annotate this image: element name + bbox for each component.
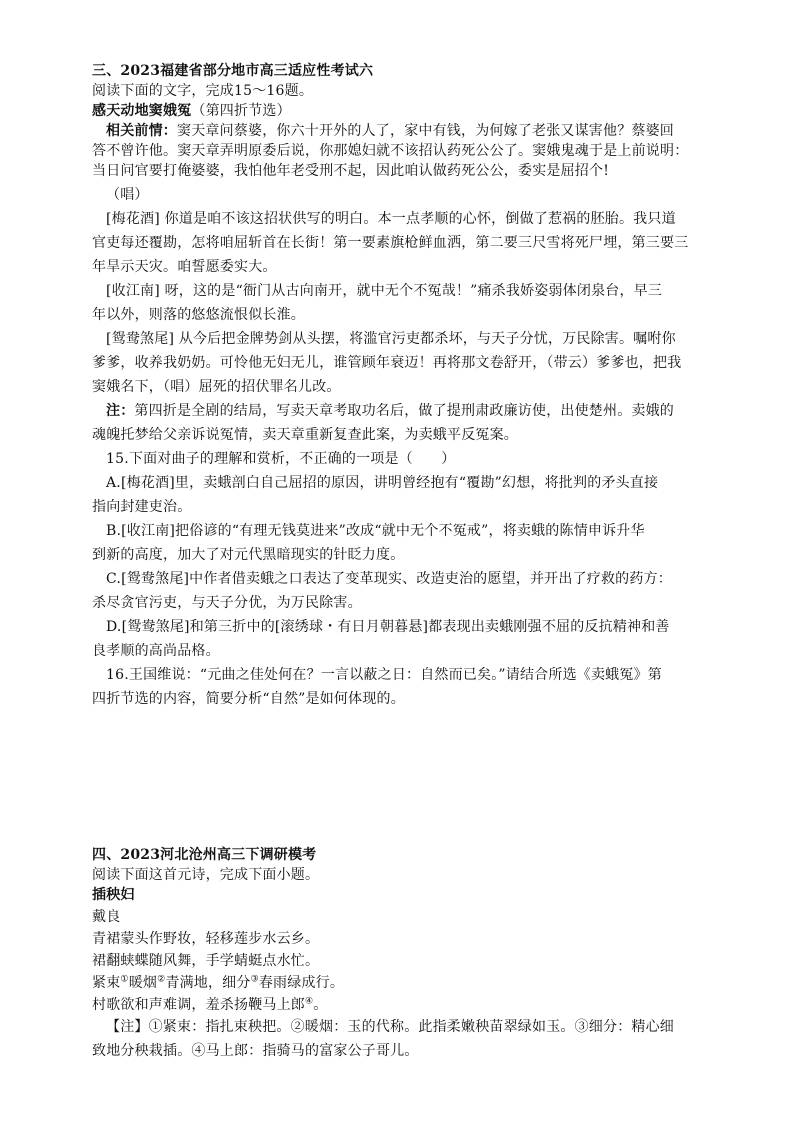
poem-author: 戴良 — [92, 909, 121, 925]
poem-line-3-part-b: 暖烟 — [128, 975, 158, 991]
option-d-2: 良孝顺的高尚品格。 — [92, 643, 220, 659]
poem-line-4-part-a: 村歌欲和声难调，羞杀扬鞭马上郎 — [92, 997, 305, 1013]
note-line-1 — [92, 401, 704, 421]
play-title-note: （第四折节选） — [191, 103, 291, 119]
question-15: 15.下面对曲子的理解和赏析，不正确的一项是（ ） — [106, 451, 456, 467]
poem-note-text-2: 致地分秧栽插。④马上郎：指骑马的富家公子哥儿。 — [92, 1043, 419, 1059]
poem-line-3-part-a: 紧束 — [92, 975, 121, 991]
option-d-1: D.[鸳鸯煞尾]和第三折中的[滚绣球・有日月朝暮悬]都表现出卖蛾刚强不屈的反抗精神和善 — [106, 619, 670, 635]
option-b-1: B.[收江南]把俗谚的“有理无钱莫进来”改成“就中无个不冤戒”，将卖蛾的陈情申诉升华 — [106, 523, 645, 539]
play-title-line — [92, 101, 704, 121]
option-b-2: 到新的高度，加大了对元代黑暗现实的针眨力度。 — [92, 547, 405, 563]
poem-note-text-1: ①紧束：指扎束秧把。②暖烟：玉的代称。此指柔嫩秧苗翠绿如玉。③细分：精心细 — [148, 1019, 675, 1035]
poem-line-2: 裙翻蛱蝶随风舞，手学蜻蜓点水忙。 — [92, 953, 320, 969]
poem-note-line-1 — [92, 1017, 704, 1037]
yuanyang-verse-2: 爹爹，收养我奶奶。可怜他无妇无儿，谁管顾年衰迈！再将那文卷舒开，（带云）爹爹也，把我 — [92, 355, 682, 371]
yuanyang-verse-3: 窦娥名下，（唱）屈死的招伏罪名儿改。 — [92, 379, 341, 395]
plot-label: 相关前情： — [106, 123, 177, 139]
sing-marker: （唱） — [106, 187, 149, 203]
section-3-instruction: 阅读下面的文字，完成15～16题。 — [92, 83, 314, 99]
plot-text-1: 窦天章问蔡婆，你六十开外的人了，家中有钱，为何嫁了老张又谋害他？蔡婆回 — [177, 123, 674, 139]
option-c-1: C.[鸳鸯煞尾]中作者借卖蛾之口表达了变革现实、改造吏治的愿望，并开出了疗救的药方： — [106, 571, 672, 587]
option-a-1: A.[梅花酒]里，卖蛾剖白自己屈招的原因，讲明曾经抱有“覆勘”幻想，将批判的矛头直接 — [106, 475, 659, 491]
plot-text-3: 当日问官要打俺婆婆，我怕他年老受刑不起，因此咱认做药死公公，委实是屈招个! — [92, 163, 610, 179]
option-a-2: 指向封建吏治。 — [92, 499, 192, 515]
yuanyang-verse-1: [鸳鸯煞尾] 从今后把金牌势剑从头摆，将滥官污吏都杀坏，与天子分忧，万民除害。嘱咐你 — [106, 331, 676, 347]
meihua-verse-2: 官吏每还覆勘，怎将咱屈斩首在长街！第一要素旗枪鲜血洒，第二要三尺雪将死尸埋，第三要三 — [92, 235, 689, 251]
play-title: 感天动地窦娥冤 — [92, 103, 192, 119]
question-16-2: 四折节选的内容，简要分析“自然”是如何体现的。 — [92, 691, 405, 707]
footnote-marker-3: ③ — [250, 974, 259, 985]
plot-paragraph-line-1 — [92, 121, 704, 141]
poem-note-label: 【注】 — [106, 1019, 149, 1035]
footnote-marker-4: ④ — [305, 996, 314, 1007]
note-text-1: 第四折是全剧的结局，写卖天章考取功名后，做了提刑肃政廉访使，出使楚州。卖娥的 — [134, 403, 675, 419]
plot-text-2: 答不曾许他。窦天章弄明原委后说，你那媳妇就不该招认药死公公了。窦娥鬼魂于是上前说明： — [92, 143, 689, 159]
poem-title: 插秧妇 — [92, 887, 135, 903]
poem-line-4-part-b: 。 — [313, 997, 328, 1013]
poem-line-3 — [92, 973, 704, 993]
meihua-verse-3: 年旱示天灾。咱誓愿委实大。 — [92, 259, 277, 275]
poem-line-3-part-c: 青满地，细分 — [165, 975, 251, 991]
section-4-heading: 四、2023河北沧州高三下调研模考 — [92, 847, 317, 863]
footnote-marker-1: ① — [120, 974, 129, 985]
shoujiang-verse-2: 年以外，则落的悠悠流恨似长淮。 — [92, 307, 305, 323]
shoujiang-verse-1: [收江南] 呀，这的是“衙门从古向南开，就中无个不冤哉！”痛杀我娇姿弱体闭泉台，早三 — [106, 283, 663, 299]
section-4-instruction: 阅读下面这首元诗，完成下面小题。 — [92, 867, 320, 883]
section-3-heading: 三、2023福建省部分地市高三适应性考试六 — [92, 63, 374, 79]
poem-line-3-part-d: 春雨绿成行。 — [258, 975, 345, 991]
meihua-verse-1: [梅花酒] 你道是咱不该这招状供写的明白。本一点孝顺的心怀，倒做了惹祸的胚胎。我只道 — [106, 211, 676, 227]
poem-line-4 — [92, 995, 704, 1015]
note-label: 注： — [106, 403, 135, 419]
option-c-2: 杀尽贪官污吏，与天子分优，为万民除害。 — [92, 595, 362, 611]
note-text-2: 魂魄托梦给父亲诉说冤情，卖天章重新复查此案，为卖蛾平反冤案。 — [92, 427, 518, 443]
poem-line-1: 青裙蒙头作野妆，轻移莲步水云乡。 — [92, 931, 320, 947]
footnote-marker-2: ② — [157, 974, 166, 985]
question-16-1: 16.王国维说：“元曲之佳处何在？一言以蔽之日：自然而已矣。”请结合所选《卖蛾冤》第 — [106, 667, 662, 683]
